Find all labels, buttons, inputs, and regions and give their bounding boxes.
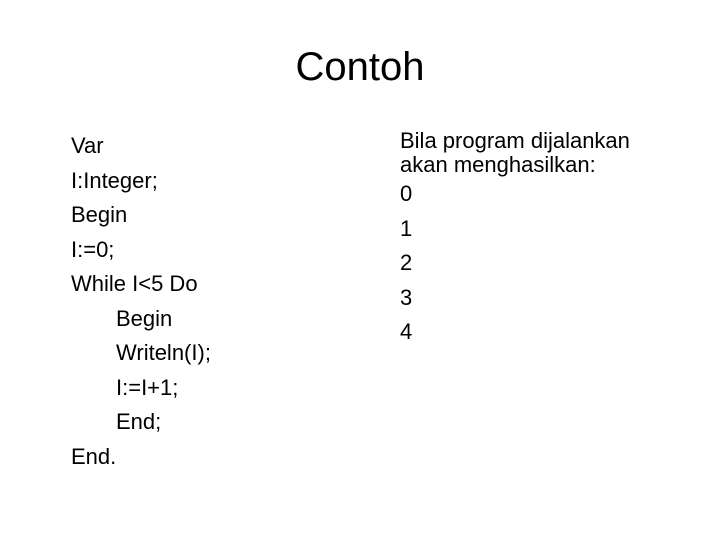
output-intro-line: akan menghasilkan: bbox=[400, 152, 596, 177]
output-value: 4 bbox=[400, 319, 413, 344]
code-line: Begin bbox=[116, 305, 173, 331]
code-line: Writeln(I); bbox=[116, 340, 211, 365]
code-line: Var bbox=[71, 133, 104, 158]
code-line: I:=I+1; bbox=[116, 374, 179, 400]
code-line: While I<5 Do bbox=[71, 271, 198, 296]
output-block bbox=[400, 129, 700, 350]
output-intro-line: Bila program dijalankan bbox=[400, 128, 630, 153]
code-line: Begin bbox=[71, 202, 128, 227]
code-line: End; bbox=[116, 409, 162, 434]
code-block bbox=[71, 129, 371, 474]
code-line: End. bbox=[71, 443, 117, 469]
code-line: I:Integer; bbox=[71, 167, 158, 193]
output-value: 2 bbox=[400, 250, 413, 275]
slide-title: Contoh bbox=[295, 45, 425, 89]
output-value: 1 bbox=[400, 215, 413, 241]
code-line: I:=0; bbox=[71, 236, 115, 262]
output-value: 3 bbox=[400, 284, 413, 310]
output-value: 0 bbox=[400, 181, 413, 206]
